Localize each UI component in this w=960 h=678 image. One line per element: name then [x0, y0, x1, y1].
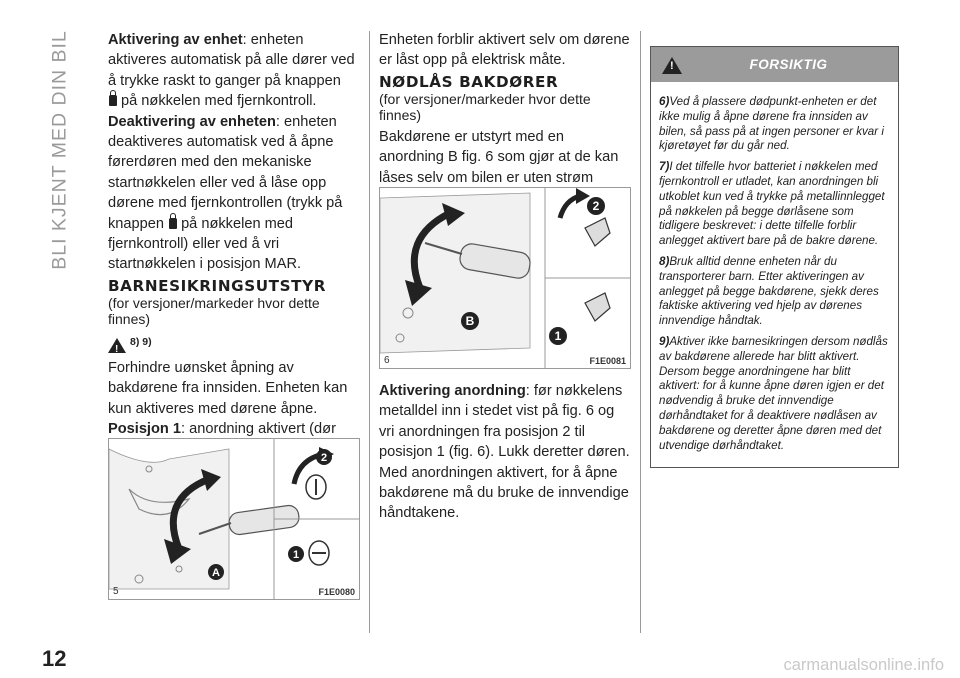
chapter-sidebar: [40, 30, 80, 270]
caution-box: [650, 46, 899, 468]
caution-item-text: Aktiver ikke barnesikringen dersom nødlås av bakdørene allerede har blitt aktivert. Dersom begge anordningene har blitt aktivert: for å kunne åpne døren igjen er det nødvendig å bruke det innvendige dørhåndtaket for å deaktivere nødlåsen av bakdørene og deretter åpne døren med det utvendige dørhåndtaket.: [659, 334, 888, 452]
fig5-label-a: A: [212, 567, 220, 579]
deactivation-paragraph: [108, 112, 360, 275]
caution-item-number: 9): [659, 334, 670, 348]
caution-item-text: Bruk alltid denne enheten når du transporterer barn. Etter aktiveringen av anlegget på begge bakdørene, sjekk deres faktiske aktivering ved hjelp av dørenes innvendige håndtak.: [659, 254, 879, 328]
fig5-label-1: 1: [292, 549, 300, 561]
fig5-label-2: 2: [320, 452, 328, 464]
caution-item: [659, 95, 890, 154]
activation-device-label: Aktivering anordning: [379, 383, 526, 399]
caution-header: [651, 47, 898, 82]
fig6-label-1: 1: [554, 329, 562, 343]
figure-6-illustration: [380, 188, 630, 368]
caution-item: [659, 335, 890, 453]
text-column-2-lower: [379, 381, 631, 524]
figure-5: [108, 438, 360, 600]
figure-5-code: F1E0080: [318, 587, 355, 597]
lock-key-icon: [109, 95, 117, 106]
figure-6-number: 6: [384, 355, 390, 366]
figure-5-illustration: [109, 439, 359, 599]
warning-triangle-icon: [108, 338, 126, 353]
position-1-text: : anordning aktivert (dør: [181, 421, 336, 438]
deactivation-label: Deaktivering av enheten: [108, 113, 276, 130]
figure-6: [379, 187, 631, 369]
fig6-label-b: B: [465, 314, 475, 328]
section-subheading: (for versjoner/markeder hvor dette finnes): [108, 294, 320, 327]
warning-reference: [108, 331, 360, 353]
section-heading-child-lock: BARNESIKRINGSUTSTYR: [108, 276, 327, 295]
chapter-title: BLI KJENT MED DIN BIL: [48, 30, 71, 270]
text-column-2: [379, 30, 631, 188]
figure-6-code: F1E0081: [589, 356, 626, 366]
figure-5-number: 5: [113, 586, 119, 597]
activation-text-end: på nøkkelen med fjernkontroll.: [121, 93, 317, 110]
activation-label: Aktivering av enhet: [108, 32, 243, 48]
deactivation-text: : enheten deaktiveres automatisk ved å åpne førerdøren med den mekaniske startnøkkelen eller ved å låse opp dørene med fjernkontrollen (trykk på knappen: [108, 113, 343, 232]
caution-body: [651, 82, 898, 453]
activation-device-paragraph: [379, 381, 631, 524]
position-1-label: Posisjon 1: [108, 421, 181, 438]
page-number: 12: [42, 646, 67, 671]
caution-item: [659, 160, 890, 249]
column-divider-1: [369, 31, 370, 633]
warning-refs: 8) 9): [130, 336, 152, 349]
activation-text: : enheten aktiveres automatisk på alle dører ved å trykke raskt to ganger på knappen: [108, 32, 355, 89]
section-heading-emergency-lock: NØDLÅS BAKDØRER: [379, 72, 559, 91]
section-subheading-2: (for versjoner/markeder hvor dette finnes): [379, 90, 591, 123]
caution-title: FORSIKTIG: [749, 57, 828, 72]
activation-paragraph: [108, 30, 360, 112]
caution-item-number: 8): [659, 254, 670, 268]
lock-key-icon: [169, 218, 177, 229]
emergency-lock-paragraph: Bakdørene er utstyrt med en anordning B fig. 6 som gjør at de kan låses selv om bilen er uten strøm: [379, 128, 619, 186]
caution-item-text: Ved å plassere dødpunkt-enheten er det ikke mulig å åpne dørene fra innsiden av bilen, så pass på at ingen personer er kvar i kjøretøyet før du går ned.: [659, 95, 884, 153]
footer-watermark: carmanualsonline.info: [783, 656, 944, 674]
activation-device-text: : før nøkkelens metalldel inn i stedet vist på fig. 6 og vri anordningen fra posisjon 2 til posisjon 1 (fig. 6). Lukk deretter døren. Med anordningen aktivert, for å åpne bakdørene må du bruke de innvendige håndtakene.: [379, 383, 630, 522]
text-column-1: [108, 30, 360, 501]
child-lock-paragraph: Forhindre uønsket åpning av bakdørene fra innsiden. Enheten kan kun aktiveres med dørene åpne.: [108, 359, 348, 417]
column-divider-2: [640, 31, 641, 633]
electric-unlock-paragraph: Enheten forblir aktivert selv om dørene er låst opp på elektrisk måte.: [379, 32, 630, 69]
caution-item-text: I det tilfelle hvor batteriet i nøkkelen med fjernkontroll er utladet, kan anordningen bli utkoblet kun ved å trykke på metallinnlegget på nøkkelen på begge dørlåsene som tidligere beskrevet: i dette tilfelle forblir anlegget aktivert bare på de bakre dørene.: [659, 160, 885, 248]
deactivation-text-end: på nøkkelen med fjernkontroll) eller ved å vri startnøkkelen i posisjon MAR.: [108, 215, 302, 273]
caution-item-number: 7): [659, 160, 670, 174]
caution-item: [659, 255, 890, 329]
fig6-label-2: 2: [592, 199, 600, 213]
caution-item-number: 6): [659, 95, 670, 108]
